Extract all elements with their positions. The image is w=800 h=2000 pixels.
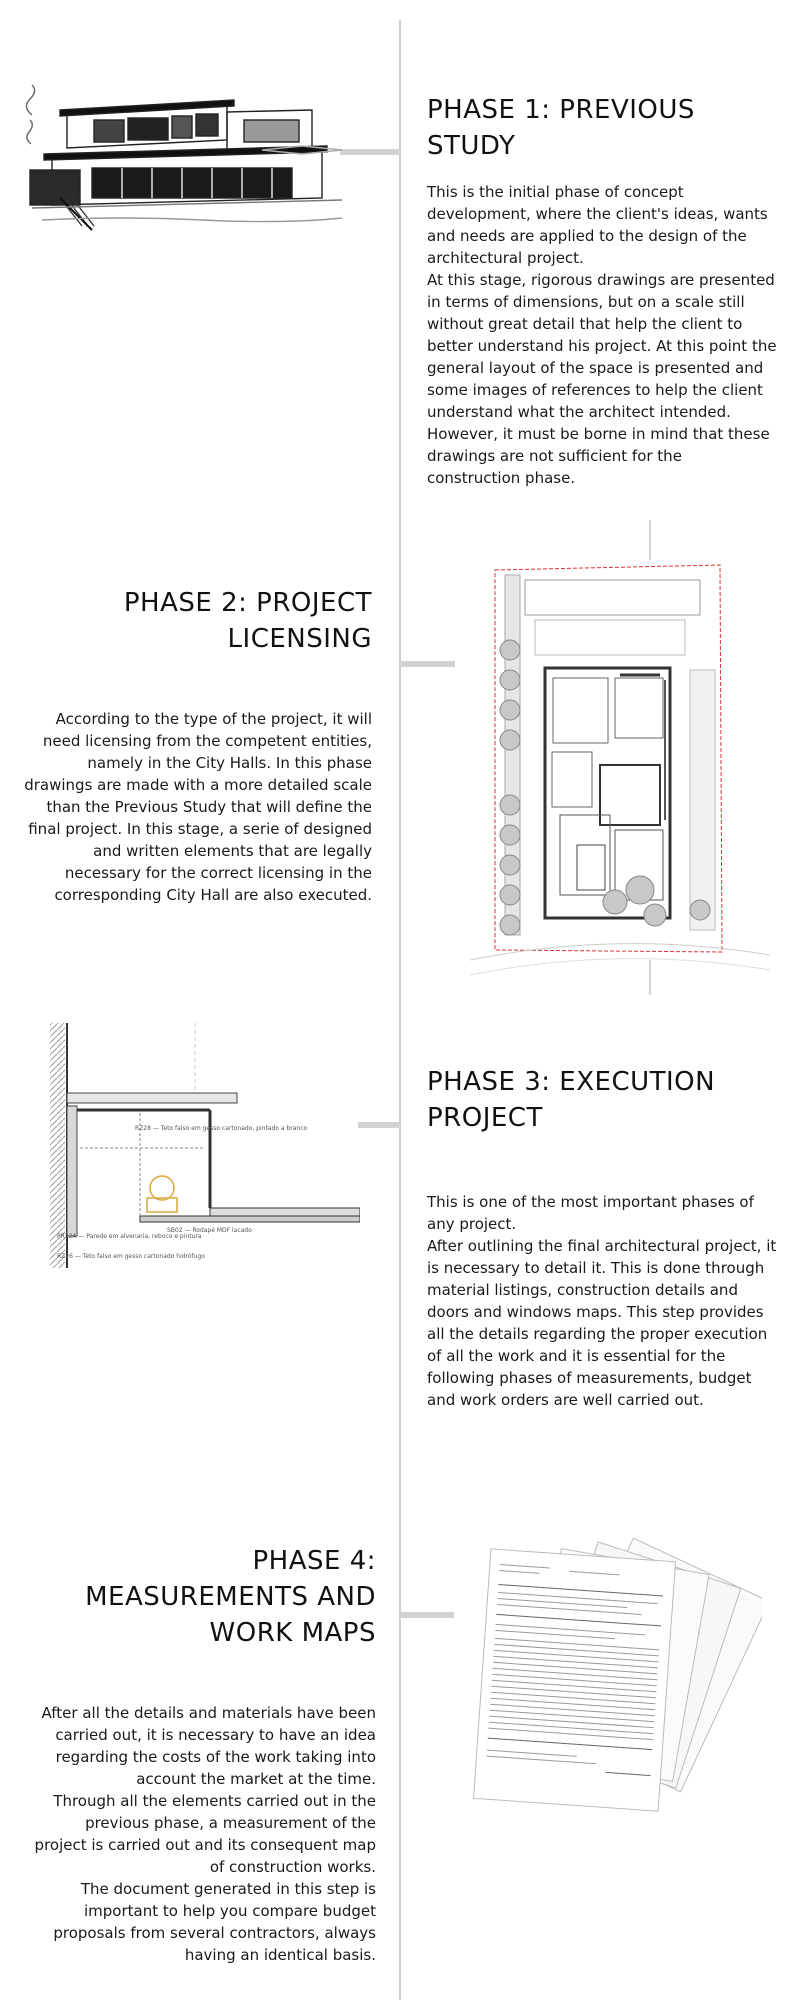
timeline-tick — [358, 1122, 400, 1128]
construction-detail-illustration — [45, 1018, 360, 1278]
phase-2-title: PHASE 2: PROJECT LICENSING — [123, 588, 372, 654]
phase-1-description: This is the initial phase of concept development, where the client's ideas, wants and needs are applied to the design of the architectural project. At this stage, rigorous drawings are presented in terms of dimensions, but on a scale still without great detail that help the client to better understand his project. At this point the general layout of the space is presented and some images of references to help the client understand what the architect intended. However, it must be borne in mind that these drawings are not sufficient for the construction phase. — [427, 183, 777, 487]
timeline-tick — [400, 1612, 454, 1618]
detail-label: SB02 — Rodapé MDF lacado — [167, 1227, 252, 1234]
phase-1-title: PHASE 1: PREVIOUS STUDY — [427, 95, 695, 161]
phase-4-title: PHASE 4: MEASUREMENTS AND WORK MAPS — [85, 1546, 376, 1648]
detail-label: RZ28 — Teto falso em gesso cartonado, pintado a branco — [135, 1125, 308, 1132]
phase-2-description: According to the type of the project, it will need licensing from the competent entities, namely in the City Halls. In this phase drawings are made with a more detailed scale than the Previous Study that will define the final project. In this stage, a serie of designed and written elements that are legally necessary for the correct licensing in the corresponding City Hall are also executed. — [24, 710, 372, 904]
house-sketch-illustration — [22, 80, 352, 245]
floor-plan-illustration — [450, 520, 770, 995]
phase-3-title: PHASE 3: EXECUTION PROJECT — [427, 1067, 716, 1133]
timeline-tick — [400, 661, 455, 667]
timeline-line — [399, 20, 401, 2000]
detail-label: RZ26 — Teto falso em gesso cartonado hidrófugo — [57, 1253, 205, 1260]
detail-label: PR22A — Parede em alvenaria, reboco e pintura — [57, 1233, 202, 1240]
phase-3-description: This is one of the most important phases of any project. After outlining the final architectural project, it is necessary to detail it. This is done through material listings, construction details and doors and windows maps. This step provides all the details regarding the proper execution of all the work and it is essential for the following phases of measurements, budget and work orders are well carried out. — [427, 1193, 777, 1409]
phase-4-description: After all the details and materials have been carried out, it is necessary to have an idea regarding the costs of the work taking into account the market at the time. Through all the elements carried out in the previous phase, a measurement of the project is carried out and its consequent map of construction works. The document generated in this step is important to help you compare budget proposals from several contractors, always having an identical basis. — [34, 1704, 376, 1964]
documents-stack-illustration — [462, 1530, 762, 1850]
